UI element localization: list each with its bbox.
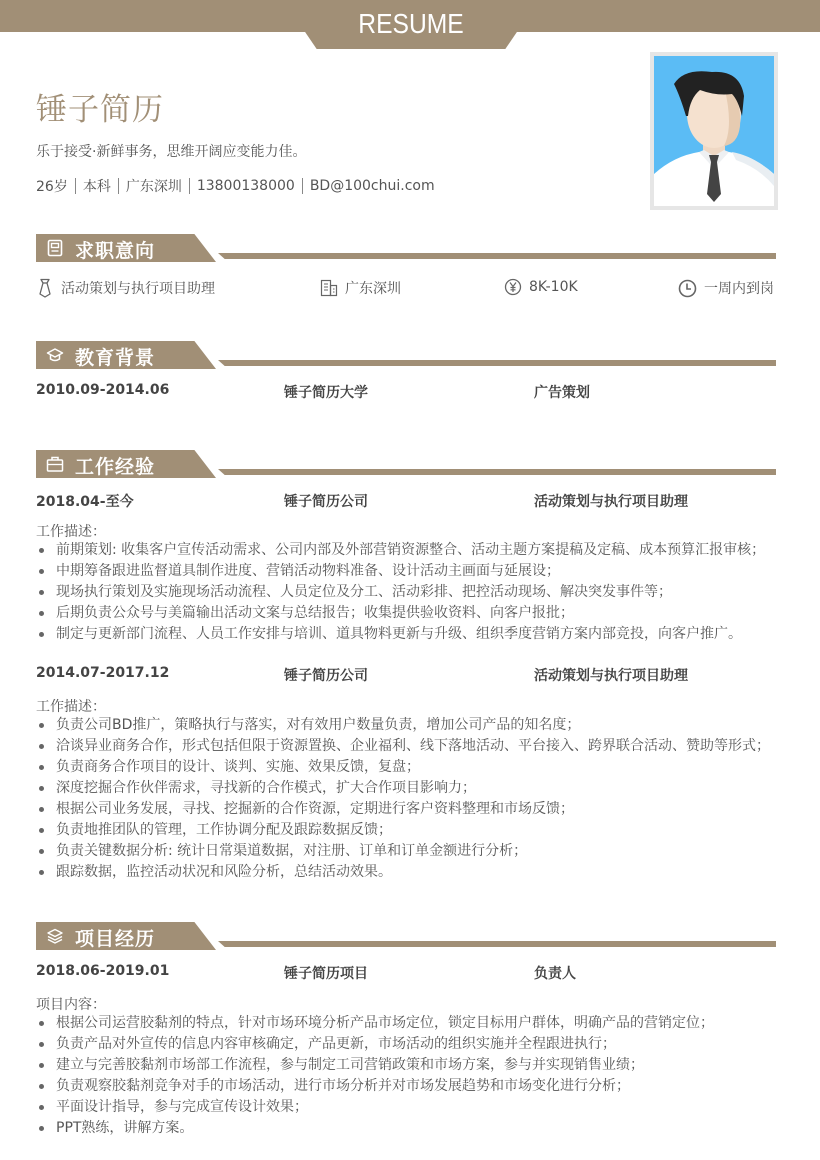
clock-icon bbox=[678, 279, 697, 298]
list-item: 负责观察胶黏剂竞争对手的市场活动，进行市场分析并对市场发展趋势和市场变化进行分析； bbox=[36, 1076, 796, 1097]
work-company: 锤子简历公司 bbox=[284, 668, 368, 684]
intent-salary bbox=[504, 278, 578, 296]
tie-icon bbox=[36, 278, 54, 298]
work-role: 活动策划与执行项目助理 bbox=[534, 668, 688, 684]
work-entry-header bbox=[36, 491, 776, 511]
divider bbox=[75, 178, 76, 194]
intent-city bbox=[320, 278, 401, 298]
layers-icon bbox=[46, 927, 64, 945]
work-period: 2018.04-至今 bbox=[36, 494, 134, 510]
work-period: 2014.07-2017.12 bbox=[36, 665, 170, 681]
list-item: 深度挖掘合作伙伴需求，寻找新的合作模式，扩大合作项目影响力； bbox=[36, 778, 796, 799]
work-desc-label: 工作描述： bbox=[36, 699, 106, 715]
person-avatar-icon bbox=[654, 56, 774, 206]
section-title: 项目经历 bbox=[75, 928, 156, 950]
intent-salary-value: 8K-10K bbox=[529, 279, 578, 295]
candidate-motto: 乐于接受·新鲜事务，思维开阔应变能力佳。 bbox=[36, 144, 307, 160]
project-desc-label: 项目内容： bbox=[36, 997, 106, 1013]
list-item: 现场执行策划及实施现场活动流程、人员定位及分工、活动彩排、把控活动现场、解决突发事件等； bbox=[36, 582, 796, 603]
work-company: 锤子简历公司 bbox=[284, 494, 368, 510]
intent-position-value: 活动策划与执行项目助理 bbox=[61, 281, 215, 297]
contact-location: 广东深圳 bbox=[125, 179, 182, 195]
work-entry-header bbox=[36, 665, 776, 685]
list-item: 后期负责公众号与美篇输出活动文案与总结报告；收集提供验收资料、向客户报批； bbox=[36, 603, 796, 624]
project-period: 2018.06-2019.01 bbox=[36, 963, 170, 979]
list-item: 负责商务合作项目的设计、谈判、实施、效果反馈，复盘； bbox=[36, 757, 796, 778]
list-item: 洽谈异业商务合作，形式包括但限于资源置换、企业福利、线下落地活动、平台接入、跨界联合活动、赞助等形式； bbox=[36, 736, 796, 757]
list-item: 建立与完善胶黏剂市场部工作流程，参与制定工司营销政策和市场方案，参与并实现销售业绩； bbox=[36, 1055, 796, 1076]
briefcase-icon bbox=[46, 455, 64, 473]
divider bbox=[302, 178, 303, 194]
job-intent-row bbox=[36, 278, 776, 300]
contact-phone: 13800138000 bbox=[196, 178, 295, 194]
project-entry-header bbox=[36, 963, 776, 983]
section-title: 教育背景 bbox=[75, 347, 156, 369]
building-icon bbox=[320, 279, 338, 297]
banner-title: RESUME bbox=[358, 8, 464, 39]
list-item: 负责关键数据分析: 统计日常渠道数据，对注册、订单和订单金额进行分析； bbox=[36, 841, 796, 862]
yen-icon bbox=[504, 278, 522, 296]
list-item: 负责公司BD推广，策略执行与落实，对有效用户数量负责，增加公司产品的知名度； bbox=[36, 715, 796, 736]
list-item: 中期筹备跟进监督道具制作进度、营销活动物料准备、设计活动主画面与延展设； bbox=[36, 561, 796, 582]
list-item: 制定与更新部门流程、人员工作安排与培训、道具物料更新与升级、组织季度营销方案内部竞投，向客户推广。 bbox=[36, 624, 796, 645]
project-name: 锤子简历项目 bbox=[284, 966, 368, 982]
intent-availability-value: 一周内到岗 bbox=[704, 281, 774, 297]
candidate-name: 锤子简历 bbox=[36, 92, 164, 128]
list-item: 根据公司业务发展，寻找、挖掘新的合作资源，定期进行客户资料整理和市场反馈； bbox=[36, 799, 796, 820]
education-major: 广告策划 bbox=[534, 385, 590, 401]
work-desc-list bbox=[36, 715, 796, 883]
divider bbox=[189, 178, 190, 194]
list-item: 根据公司运营胶黏剂的特点，针对市场环境分析产品市场定位，锁定目标用户群体，明确产品的营销定位； bbox=[36, 1013, 796, 1034]
work-desc-list bbox=[36, 540, 796, 645]
work-desc-label: 工作描述： bbox=[36, 524, 106, 540]
section-header-education bbox=[36, 341, 776, 369]
notebook-icon bbox=[46, 239, 64, 257]
section-header-intent bbox=[36, 234, 776, 262]
education-entry bbox=[36, 382, 776, 402]
section-title: 工作经验 bbox=[75, 456, 156, 478]
project-role: 负责人 bbox=[534, 966, 576, 982]
education-period: 2010.09-2014.06 bbox=[36, 382, 170, 398]
intent-city-value: 广东深圳 bbox=[345, 281, 401, 297]
graduation-cap-icon bbox=[46, 346, 64, 364]
divider bbox=[118, 178, 119, 194]
education-school: 锤子简历大学 bbox=[284, 385, 368, 401]
intent-availability bbox=[678, 278, 774, 298]
intent-position bbox=[36, 278, 215, 298]
list-item: 平面设计指导，参与完成宣传设计效果； bbox=[36, 1097, 796, 1118]
list-item: PPT熟练，讲解方案。 bbox=[36, 1118, 796, 1139]
section-header-projects bbox=[36, 922, 776, 950]
section-title: 求职意向 bbox=[75, 240, 156, 262]
contact-degree: 本科 bbox=[82, 179, 111, 195]
avatar-photo bbox=[650, 52, 778, 210]
list-item: 负责产品对外宣传的信息内容审核确定，产品更新，市场活动的组织实施并全程跟进执行； bbox=[36, 1034, 796, 1055]
contact-age: 26岁 bbox=[36, 179, 68, 195]
list-item: 前期策划: 收集客户宣传活动需求、公司内部及外部营销资源整合、活动主题方案提稿及定稿、成本预算汇报审核； bbox=[36, 540, 796, 561]
list-item: 负责地推团队的管理，工作协调分配及跟踪数据反馈； bbox=[36, 820, 796, 841]
work-role: 活动策划与执行项目助理 bbox=[534, 494, 688, 510]
contact-email: BD@100chui.com bbox=[309, 178, 435, 194]
section-header-work bbox=[36, 450, 776, 478]
list-item: 跟踪数据，监控活动状况和风险分析，总结活动效果。 bbox=[36, 862, 796, 883]
project-desc-list bbox=[36, 1013, 796, 1139]
contact-info bbox=[36, 176, 435, 196]
